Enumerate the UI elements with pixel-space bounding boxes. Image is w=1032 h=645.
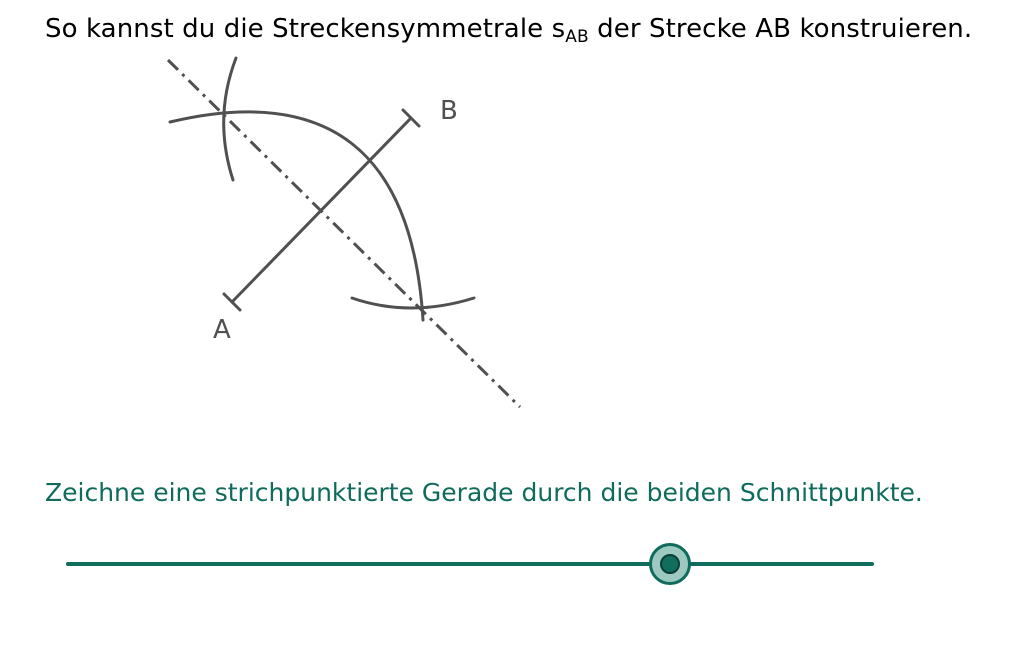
heading-text-end: der Strecke AB konstruieren. — [588, 14, 973, 44]
step-instruction: Zeichne eine strichpunktierte Gerade durch die beiden Schnittpunkte. — [45, 478, 923, 507]
arc-from-b-upper — [224, 58, 236, 180]
point-b-label: B — [440, 96, 458, 126]
step-slider-handle-core — [660, 554, 680, 574]
step-slider-track[interactable] — [66, 562, 874, 566]
point-a-label: A — [213, 315, 231, 345]
heading-text-start: So kannst du die Streckensymmetrale s — [45, 14, 566, 44]
arc-from-b-lower — [352, 298, 474, 308]
heading-subscript: AB — [565, 27, 589, 47]
step-slider-handle[interactable] — [649, 543, 691, 585]
